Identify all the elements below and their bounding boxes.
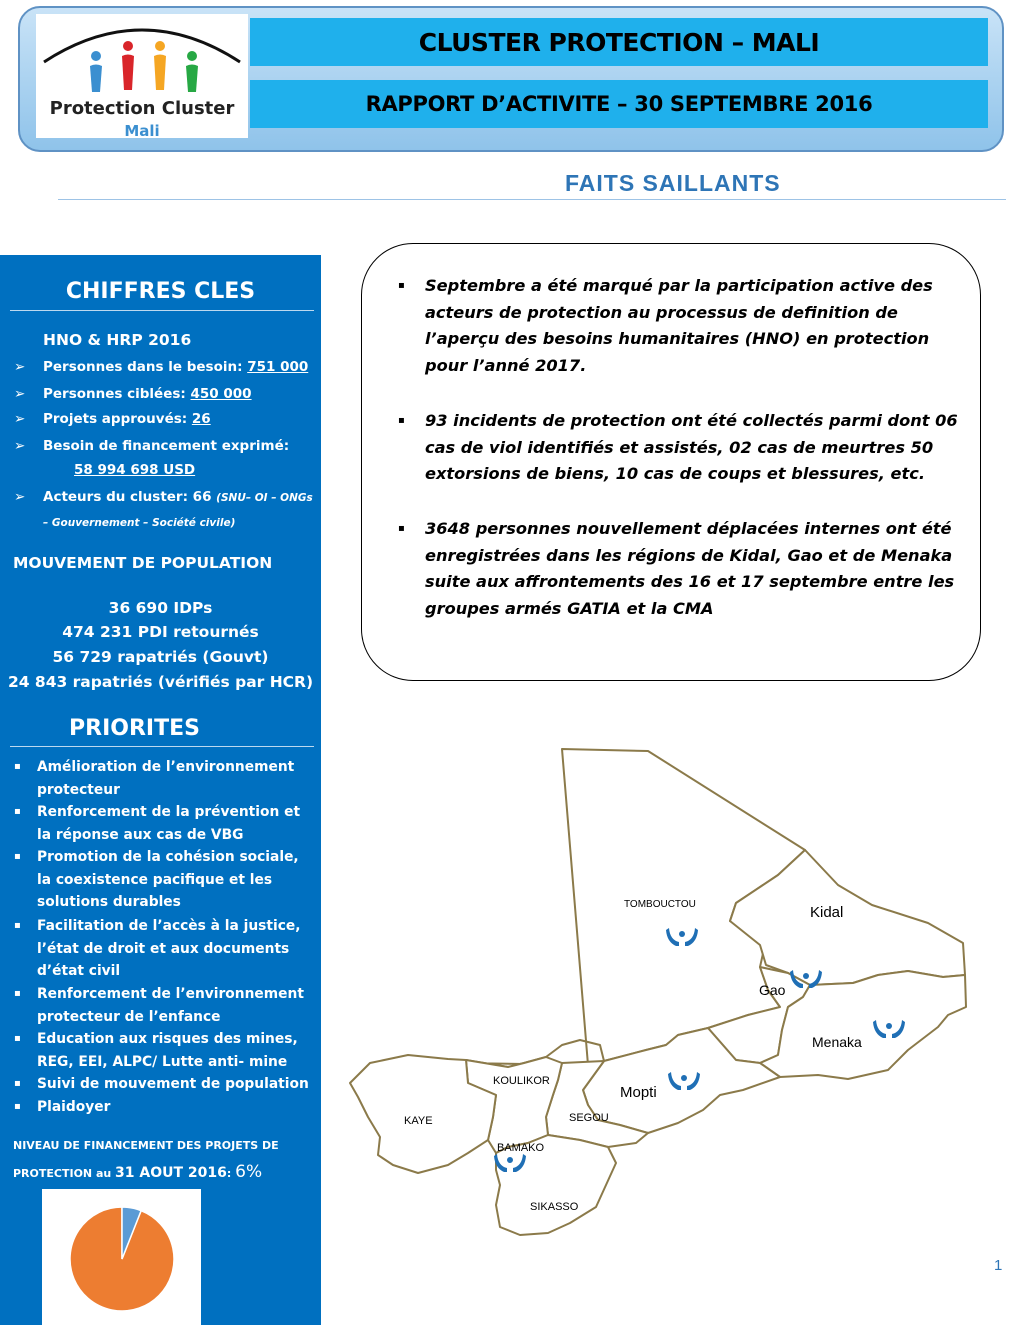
population-figure: 56 729 rapatriés (Gouvt) [52,648,269,666]
priority-item: ▪ Amélioration de l’environnement protecteur [14,759,295,798]
divider [58,199,1006,200]
map-label-gao: Gao [759,982,786,998]
map-label-sikasso: SIKASSO [530,1201,579,1213]
map-label-kidal: Kidal [810,904,844,921]
figure-people-in-need: ➢ Personnes dans le besoin: 751 000 [14,359,309,375]
map-label-kayes: KAYE [404,1115,433,1127]
figure-value: 58 994 698 USD [74,462,196,478]
map-label-segou: SEGOU [569,1112,609,1124]
highlights-box [361,243,981,681]
key-figures-sidebar [0,255,321,1325]
logo-main-text: Protection Cluster [49,98,235,119]
figure-value: 26 [191,411,211,427]
divider [10,746,314,747]
priority-item: ▪ Plaidoyer [14,1099,111,1115]
priority-item: ▪ Suivi de mouvement de population [14,1076,309,1092]
figure-approved-projects: ➢ Projets approuvés: 26 [14,411,211,427]
highlight-item: ▪ Septembre a été marqué par la participation active des acteurs de protection au processus de definition de l’aperçu des besoins humanitaires (HNO) en protection pour l’anné 2017. [398,276,933,375]
map-label-tombouctou: TOMBOUCTOU [624,899,696,910]
report-title: CLUSTER PROTECTION – MALI [250,18,988,66]
divider [10,310,314,311]
population-figure: 24 843 rapatriés (vérifiés par HCR) [7,673,314,691]
figure-cluster-actors: ➢ Acteurs du cluster: 66 (SNU– OI – ONGs – Gouvernement – Société civile) [14,489,313,529]
priorities-heading: PRIORITES [69,716,200,741]
highlight-item: ▪ 93 incidents de protection ont été collectés parmi dont 06 cas de viol identifiés et assistés, 02 cas de meurtres 50 extorsions de biens, 10 cas de coups et blessures, etc. [398,411,958,483]
logo-people-icon [40,18,244,98]
population-figure: 36 690 IDPs [108,599,213,617]
figure-funding-need: ➢ Besoin de financement exprimé: 58 994 698 USD [14,438,290,478]
logo-sub-text: Mali [124,122,160,140]
faits-saillants-heading: FAITS SAILLANTS [565,170,781,196]
priority-item: ▪ Education aux risques des mines, REG, EEI, ALPC/ Lutte anti- mine [14,1031,298,1070]
report-subtitle: RAPPORT D’ACTIVITE – 30 SEPTEMBRE 2016 [250,80,988,128]
population-movement-heading: MOUVEMENT DE POPULATION [13,554,273,572]
funding-pie-svg [42,1189,201,1325]
funding-percent: 6% [235,1162,263,1182]
hno-hrp-heading: HNO & HRP 2016 [43,331,192,349]
key-figures-heading: CHIFFRES CLES [65,279,256,304]
figure-value: 751 000 [247,359,309,375]
priority-item: ▪ Facilitation de l’accès à la justice, l’état de droit et aux documents d’état civil [14,918,301,979]
map-label-menaka: Menaka [812,1034,862,1050]
priority-item: ▪ Promotion de la cohésion sociale, la coexistence pacifique et les solutions durables [14,849,299,910]
figure-people-targeted: ➢ Personnes ciblées: 450 000 [14,386,252,402]
page-number: 1 [994,1257,1003,1274]
protection-cluster-logo [36,14,248,138]
funding-pie-chart [42,1189,201,1325]
priority-item: ▪ Renforcement de la prévention et la réponse aux cas de VBG [14,804,301,843]
mali-regions-map [348,745,973,1245]
funding-level-label: NIVEAU DE FINANCEMENT DES PROJETS DE PROTECTION au 31 AOUT 2016: 6% [13,1139,279,1182]
highlight-item: ▪ 3648 personnes nouvellement déplacées internes ont été enregistrées dans les régions de Kidal, Gao et de Menaka suite aux affrontements des 16 et 17 septembre entre les groupes armés GATIA et la CMA [398,519,955,618]
map-label-koulikoro: KOULIKOR [493,1075,550,1087]
priority-item: ▪ Renforcement de l’environnement protecteur de l’enfance [14,986,304,1025]
population-figure: 474 231 PDI retournés [62,623,259,641]
map-label-mopti: Mopti [620,1084,657,1101]
figure-value: (SNU– OI – ONGs – Gouvernement – Société civile) [43,492,313,529]
map-label-bamako: BAMAKO [497,1142,545,1154]
figure-value: 450 000 [190,386,252,402]
